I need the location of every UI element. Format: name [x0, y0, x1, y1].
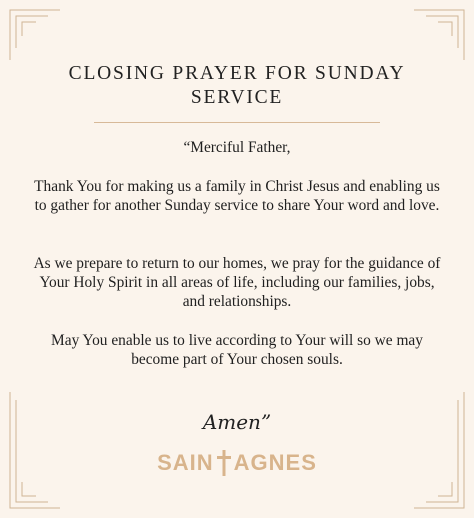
prayer-paragraph-3: May You enable us to live according to Your will so we may become part of Your chosen souls.	[51, 332, 423, 369]
title-divider	[94, 122, 380, 123]
logo-text-left: SAIN	[157, 450, 214, 475]
cross-icon	[216, 449, 232, 477]
prayer-opening: “Merciful Father,	[183, 139, 291, 156]
logo-text-right: AGNES	[233, 450, 317, 475]
brand-logo	[0, 446, 474, 480]
prayer-closing: Amen”	[202, 410, 272, 434]
prayer-paragraph-1: Thank You for making us a family in Christ Jesus and enabling us to gather for another Sunday service to share Your word and love.	[34, 178, 440, 215]
page-title: CLOSING PRAYER FOR SUNDAY SERVICE	[68, 63, 406, 108]
prayer-paragraph-2: As we prepare to return to our homes, we pray for the guidance of Your Holy Spirit in all areas of life, including our families, jobs, and relationships.	[33, 255, 441, 311]
